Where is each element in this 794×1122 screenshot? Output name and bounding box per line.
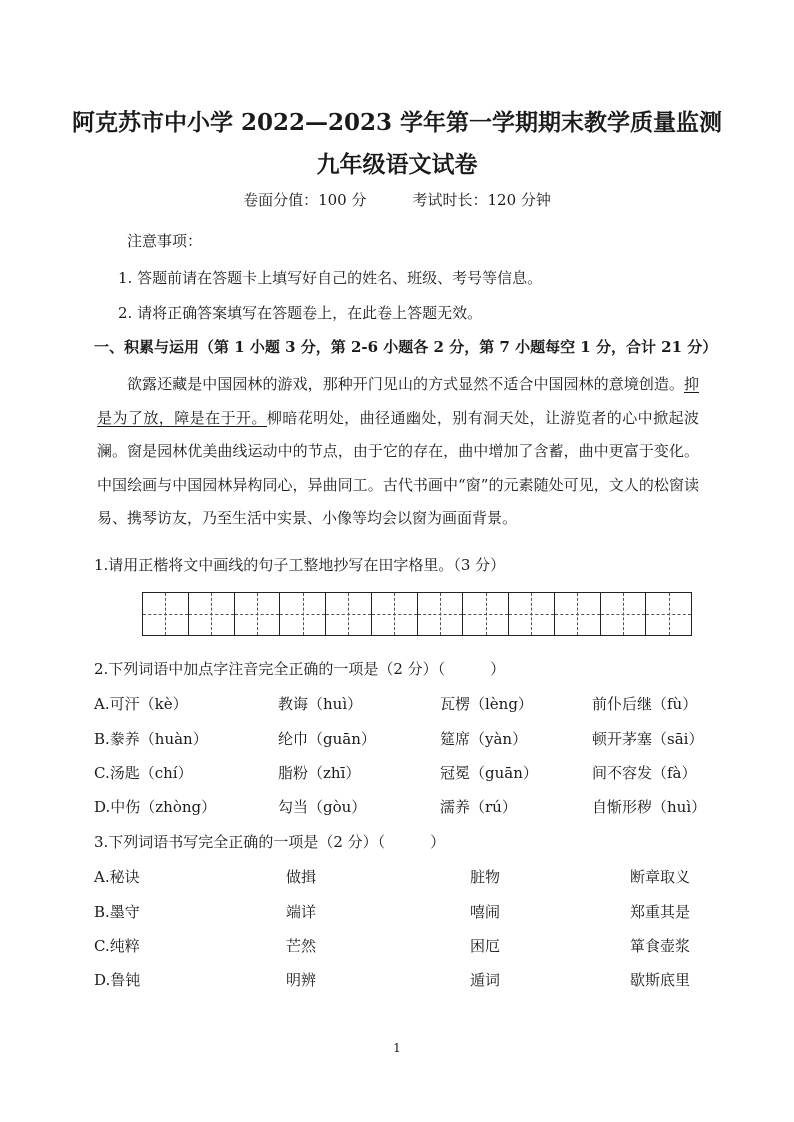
tianzige-grid [142, 592, 692, 636]
score-info: 卷面分值：100 分 [243, 191, 367, 209]
option-term: B.豢养（huàn） [94, 730, 208, 748]
grid-cell[interactable] [600, 593, 646, 635]
option-term: D.中伤（zhòng） [94, 798, 217, 816]
option-term: 筵席（yàn） [440, 730, 528, 748]
underlined-sentence: 抑是为了放，障是在于开。 [97, 375, 699, 427]
grid-cell[interactable] [554, 593, 600, 635]
q3-option-b [94, 901, 700, 923]
q2-option-c [94, 762, 700, 784]
grid-cell[interactable] [645, 593, 691, 635]
q3-option-d [94, 969, 700, 991]
option-term: 遁词 [470, 971, 501, 989]
grid-cell[interactable] [143, 593, 188, 635]
option-term: 勾当（gòu） [278, 798, 367, 816]
grid-cell[interactable] [279, 593, 325, 635]
option-term: 教诲（huì） [278, 695, 363, 713]
option-term: C.纯粹 [94, 937, 140, 955]
q2-option-b [94, 728, 704, 750]
option-term: 瓦楞（lèng） [440, 695, 533, 713]
option-term: A.可汗（kè） [94, 695, 188, 713]
question-3: 3.下列词语书写完全正确的一项是（2 分）（ ） [94, 833, 446, 851]
option-term: 歇斯底里 [630, 971, 691, 989]
grid-cell[interactable] [508, 593, 554, 635]
exam-subtitle: 九年级语文试卷 [316, 151, 478, 178]
option-term: C.汤匙（chí） [94, 764, 193, 782]
notes-heading: 注意事项： [127, 232, 203, 250]
q2-option-a [94, 693, 700, 715]
option-term: 脂粉（zhī） [278, 764, 361, 782]
time-info: 考试时长：120 分钟 [412, 191, 551, 209]
option-term: 郑重其是 [630, 903, 691, 921]
option-term: 顿开茅塞（sāi） [592, 730, 704, 748]
passage-part-b: 柳暗花明处，曲径通幽处，别有洞天处，让游览者的心中掀起波澜。窗是园林优美曲线运动中的节点，由于它的存在，曲中增加了含蓄，曲中更富于变化。中国绘画与中国园林异构同心，异曲同工。古代书画中“窗”的元素随处可见，文人的松窗读易、携琴访友，乃至生活中实景、小像等均会以窗为画面背景。 [97, 408, 699, 527]
question-1: 1.请用正楷将文中画线的句子工整地抄写在田字格里。（3 分） [94, 556, 506, 574]
q3-option-c [94, 935, 700, 957]
option-term: 前仆后继（fù） [592, 695, 698, 713]
option-term: 箪食壶浆 [630, 937, 691, 955]
option-term: 芒然 [286, 937, 317, 955]
question-2: 2.下列词语中加点字注音完全正确的一项是（2 分）（ ） [94, 660, 506, 678]
grid-cell[interactable] [417, 593, 463, 635]
option-term: 濡养（rú） [440, 798, 517, 816]
option-term: 自惭形秽（huì） [592, 798, 707, 816]
note-item-2: 2. 请将正确答案填写在答题卷上，在此卷上答题无效。 [118, 304, 483, 322]
option-term: A.秘诀 [94, 868, 140, 886]
option-term: 纶巾（guān） [278, 730, 376, 748]
option-term: 做揖 [286, 868, 317, 886]
option-term: 困厄 [470, 937, 501, 955]
reading-passage [97, 368, 699, 536]
option-term: 端详 [286, 903, 317, 921]
section-heading: 一、积累与运用（第 1 小题 3 分，第 2-6 小题各 2 分，第 7 小题每空 1 分，合计 21 分） [94, 338, 718, 356]
exam-meta [0, 189, 794, 210]
grid-cell[interactable] [371, 593, 417, 635]
option-term: B.墨守 [94, 903, 140, 921]
grid-cell[interactable] [188, 593, 234, 635]
exam-title: 阿克苏市中小学 2022—2023 学年第一学期期末教学质量监测 [71, 109, 723, 136]
option-term: 明辨 [286, 971, 317, 989]
option-term: D.鲁钝 [94, 971, 141, 989]
note-item-1: 1. 答题前请在答题卡上填写好自己的姓名、班级、考号等信息。 [118, 269, 543, 287]
grid-cell[interactable] [325, 593, 371, 635]
option-term: 间不容发（fà） [592, 764, 697, 782]
q3-option-a [94, 866, 700, 888]
passage-part-a: 欲露还藏是中国园林的游戏，那种开门见山的方式显然不适合中国园林的意境创造。 [127, 375, 684, 393]
option-term: 冠冕（guān） [440, 764, 538, 782]
option-term: 断章取义 [630, 868, 691, 886]
option-term: 脏物 [470, 868, 501, 886]
grid-cell[interactable] [234, 593, 280, 635]
option-term: 嘻闹 [470, 903, 501, 921]
q2-option-d [94, 796, 707, 818]
page-number: 1 [393, 1041, 401, 1055]
grid-cell[interactable] [462, 593, 508, 635]
